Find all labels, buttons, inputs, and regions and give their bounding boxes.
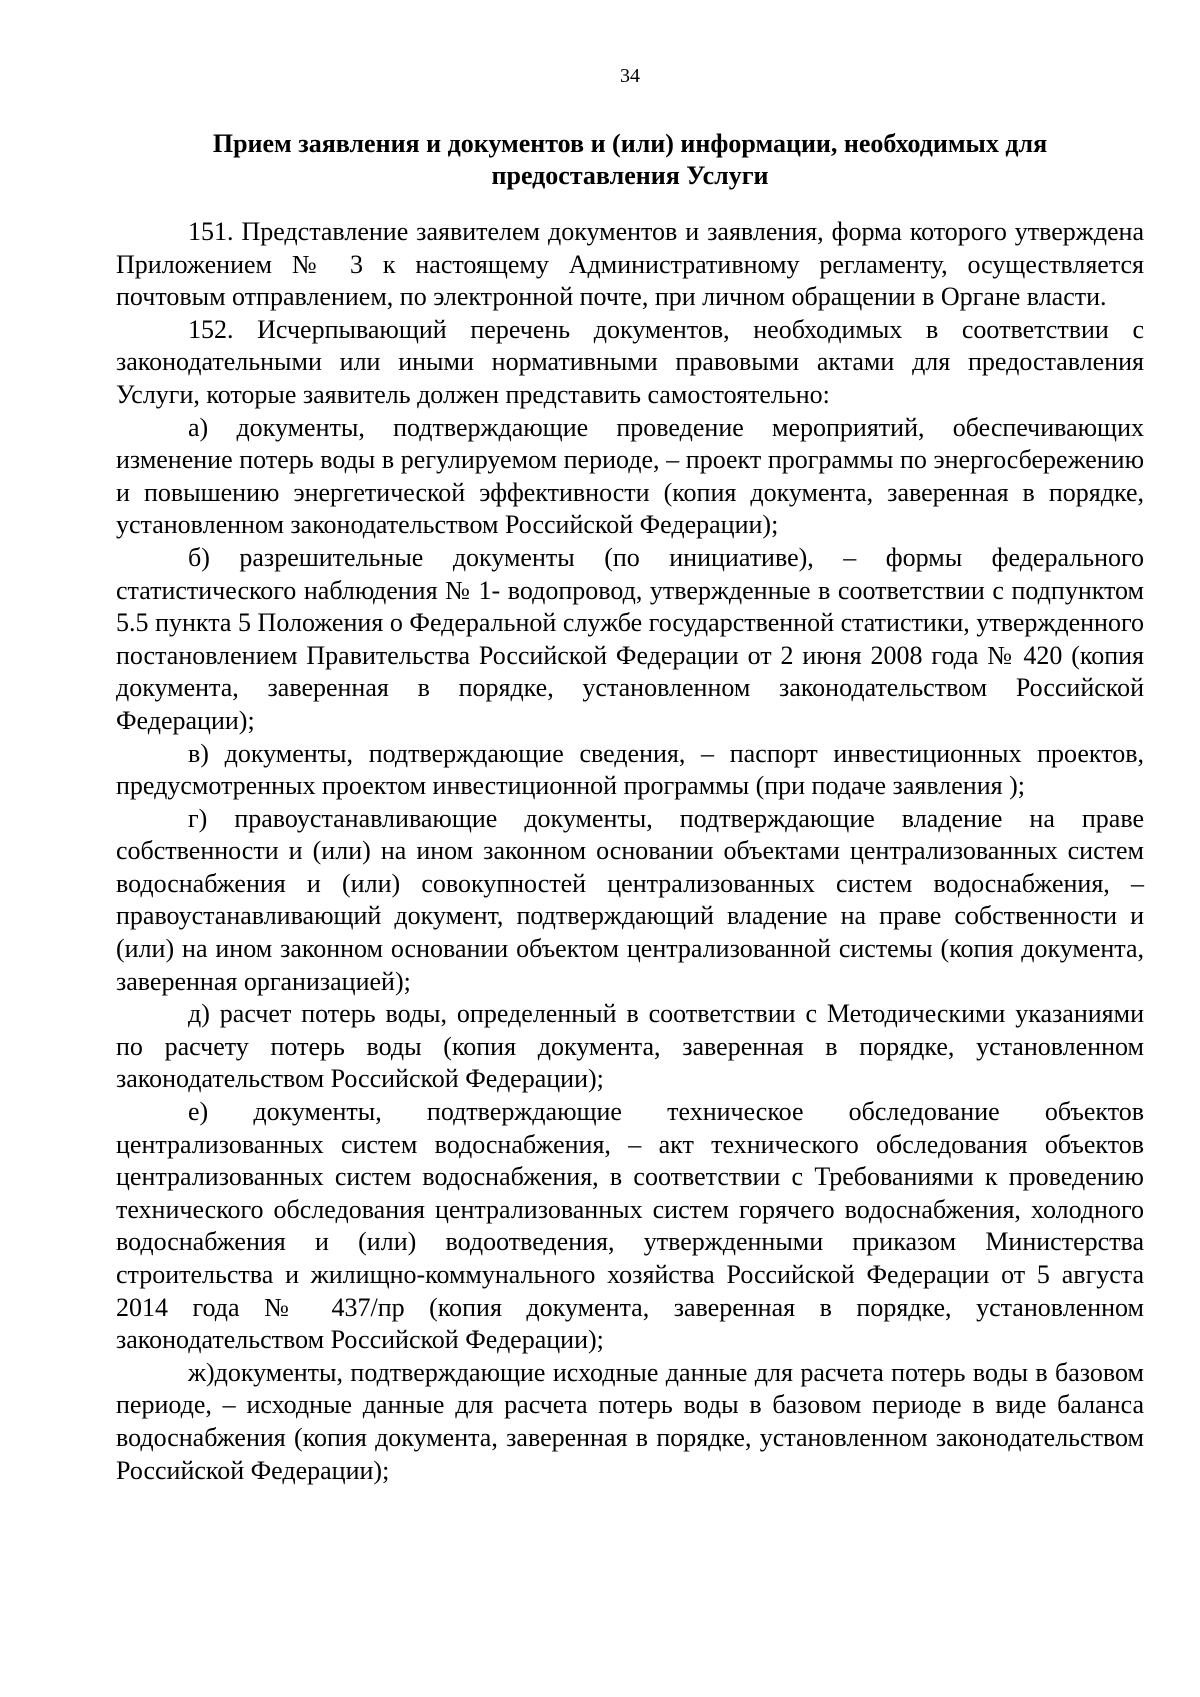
list-item-b: б) разрешительные документы (по инициативе), – формы федерального статистического наблюдения № 1- водопровод, утвержденные в соответствии с подпунктом 5.5 пункта 5 Положения о Федеральной службе государственной статистики, утвержденного постановлением Правительства Российской Федерации от 2 июня 2008 года № 420 (копия документа, заверенная в порядке, установленном законодательством Российской Федерации); xyxy=(116,542,1144,735)
list-item-v: в) документы, подтверждающие сведения, – паспорт инвестиционных проектов, предусмотренных проектом инвестиционной программы (при подаче заявления ); xyxy=(116,738,1144,801)
list-item-d: д) расчет потерь воды, определенный в соответствии с Методическими указаниями по расчету потерь воды (копия документа, заверенная в порядке, установленном законодательством Российской Федерации); xyxy=(116,999,1144,1094)
paragraph-152: 152. Исчерпывающий перечень документов, необходимых в соответствии с законодательными или иными нормативными правовыми актами для предоставления Услуги, которые заявитель должен представить самостоятельно: xyxy=(116,314,1144,409)
list-item-zh: ж)документы, подтверждающие исходные данные для расчета потерь воды в базовом периоде, – исходные данные для расчета потерь воды в базовом периоде в виде баланса водоснабжения (копия документа, заверенная в порядке, установленном законодательством Российской Федерации); xyxy=(116,1357,1144,1485)
heading-line-1: Прием заявления и документов и (или) информации, необходимых для xyxy=(212,129,1048,158)
list-item-e: е) документы, подтверждающие техническое обследование объектов централизованных систем водоснабжения, – акт технического обследования объектов централизованных систем водоснабжения, в соответствии с Требованиями к проведению технического обследования централизованных систем горячего водоснабжения, холодного водоснабжения и (или) водоотведения, утвержденными приказом Министерства строительства и жилищно-коммунального хозяйства Российской Федерации от 5 августа 2014 года № 437/пр (копия документа, заверенная в порядке, установленном законодательством Российской Федерации); xyxy=(116,1097,1144,1355)
document-page xyxy=(116,64,1144,1487)
section-heading xyxy=(116,128,1144,192)
paragraph-151: 151. Представление заявителем документов и заявления, форма которого утверждена Приложением № 3 к настоящему Административному регламенту, осуществляется почтовым отправлением, по электронной почте, при личном обращении в Органе власти. xyxy=(116,217,1144,312)
page-number: 34 xyxy=(620,65,640,87)
list-item-g: г) правоустанавливающие документы, подтверждающие владение на праве собственности и (или) на ином законном основании объектами централизованных систем водоснабжения и (или) совокупностей централизованных систем водоснабжения, – правоустанавливающий документ, подтверждающий владение на праве собственности и (или) на ином законном основании объектом централизованной системы (копия документа, заверенная организацией); xyxy=(116,803,1144,996)
heading-line-2: предоставления Услуги xyxy=(491,161,769,190)
list-item-a: а) документы, подтверждающие проведение мероприятий, обеспечивающих изменение потерь воды в регулируемом периоде, – проект программы по энергосбережению и повышению энергетической эффективности (копия документа, заверенная в порядке, установленном законодательством Российской Федерации); xyxy=(116,412,1144,540)
